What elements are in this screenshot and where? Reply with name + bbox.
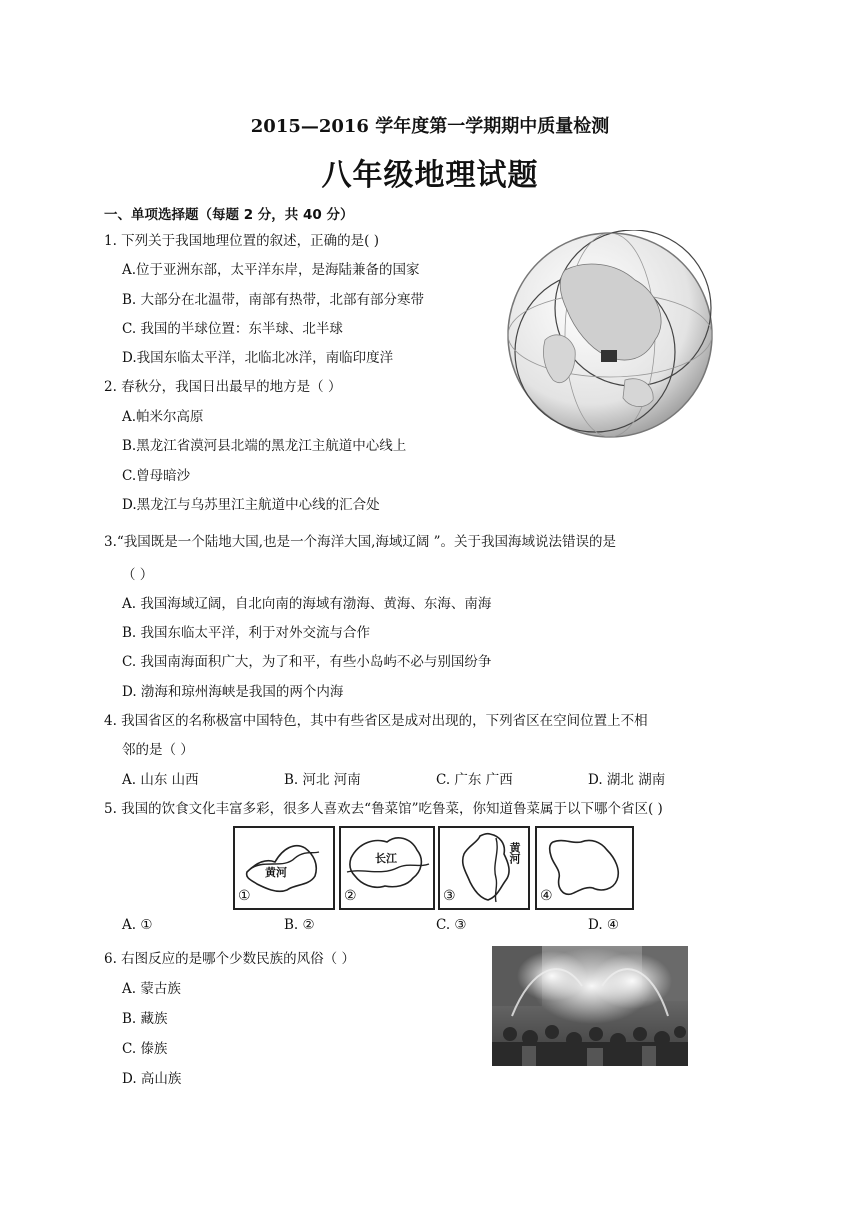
q6-option-b: B. 藏族 [122,1011,168,1027]
province-map-2 [339,826,435,910]
q3-stem: 3.“我国既是一个陆地大国,也是一个海洋大国,海域辽阔 ”。关于我国海域说法错误的是 [104,534,617,550]
globe-illustration [505,230,715,440]
q4-stem-line1: 4. 我国省区的名称极富中国特色，其中有些省区是成对出现的，下列省区在空间位置上不相 [104,713,648,729]
province-map-3 [438,826,530,910]
map-3-label: 黄河 [508,842,521,864]
q2-option-c: C.曾母暗沙 [122,468,191,484]
q6-option-c: C. 傣族 [122,1041,168,1057]
map-1-label: 黄河 [265,866,287,879]
q1-option-c: C. 我国的半球位置：东半球、北半球 [122,321,343,337]
q1-option-a: A.位于亚洲东部，太平洋东岸，是海陆兼备的国家 [122,262,420,278]
q3-option-c: C. 我国南海面积广大，为了和平，有些小岛屿不必与别国纷争 [122,654,492,670]
q5-option-b: B. ② [284,917,315,933]
q5-stem: 5. 我国的饮食文化丰富多彩，很多人喜欢去“鲁菜馆”吃鲁菜，你知道鲁菜属于以下哪个省区( ) [104,801,663,817]
q4-option-c: C. 广东 广西 [436,772,513,788]
q2-option-b: B.黑龙江省漠河县北端的黑龙江主航道中心线上 [122,438,407,454]
q1-stem: 1. 下列关于我国地理位置的叙述，正确的是( ) [104,233,379,249]
q6-stem: 6. 右图反应的是哪个少数民族的风俗（ ） [104,951,355,967]
q4-option-d: D. 湖北 湖南 [588,772,666,788]
section-heading: 一、单项选择题（每题 2 分，共 40 分） [104,207,354,223]
festival-photo [492,946,688,1066]
q4-option-a: A. 山东 山西 [122,772,199,788]
exam-subtitle: 2015—2016 学年度第一学期期中质量检测 [250,116,610,137]
q1-option-b: B. 大部分在北温带，南部有热带，北部有部分寒带 [122,292,425,308]
map-2-number: ② [344,888,357,904]
q5-option-d: D. ④ [588,917,620,933]
map-3-number: ③ [443,888,456,904]
exam-title: 八年级地理试题 [321,158,539,193]
q2-option-a: A.帕米尔高原 [122,409,204,425]
q5-option-a: A. ① [122,917,153,933]
q1-option-d: D.我国东临太平洋，北临北冰洋，南临印度洋 [122,350,394,366]
q3-paren: （ ） [122,567,154,583]
province-map-4 [535,826,634,910]
map-2-label: 长江 [375,852,397,865]
q6-option-a: A. 蒙古族 [122,981,181,997]
q4-option-b: B. 河北 河南 [284,772,361,788]
q3-option-b: B. 我国东临太平洋，利于对外交流与合作 [122,625,371,641]
q3-option-a: A. 我国海域辽阔，自北向南的海域有渤海、黄海、东海、南海 [122,596,492,612]
q5-option-c: C. ③ [436,917,467,933]
q4-stem-line2: 邻的是（ ） [122,742,194,758]
map-1-number: ① [238,888,251,904]
province-map-1 [233,826,335,910]
q3-option-d: D. 渤海和琼州海峡是我国的两个内海 [122,684,344,700]
q2-option-d: D.黑龙江与乌苏里江主航道中心线的汇合处 [122,497,380,513]
q2-stem: 2. 春秋分，我国日出最早的地方是（ ） [104,379,342,395]
map-4-number: ④ [540,888,553,904]
q6-option-d: D. 高山族 [122,1071,182,1087]
